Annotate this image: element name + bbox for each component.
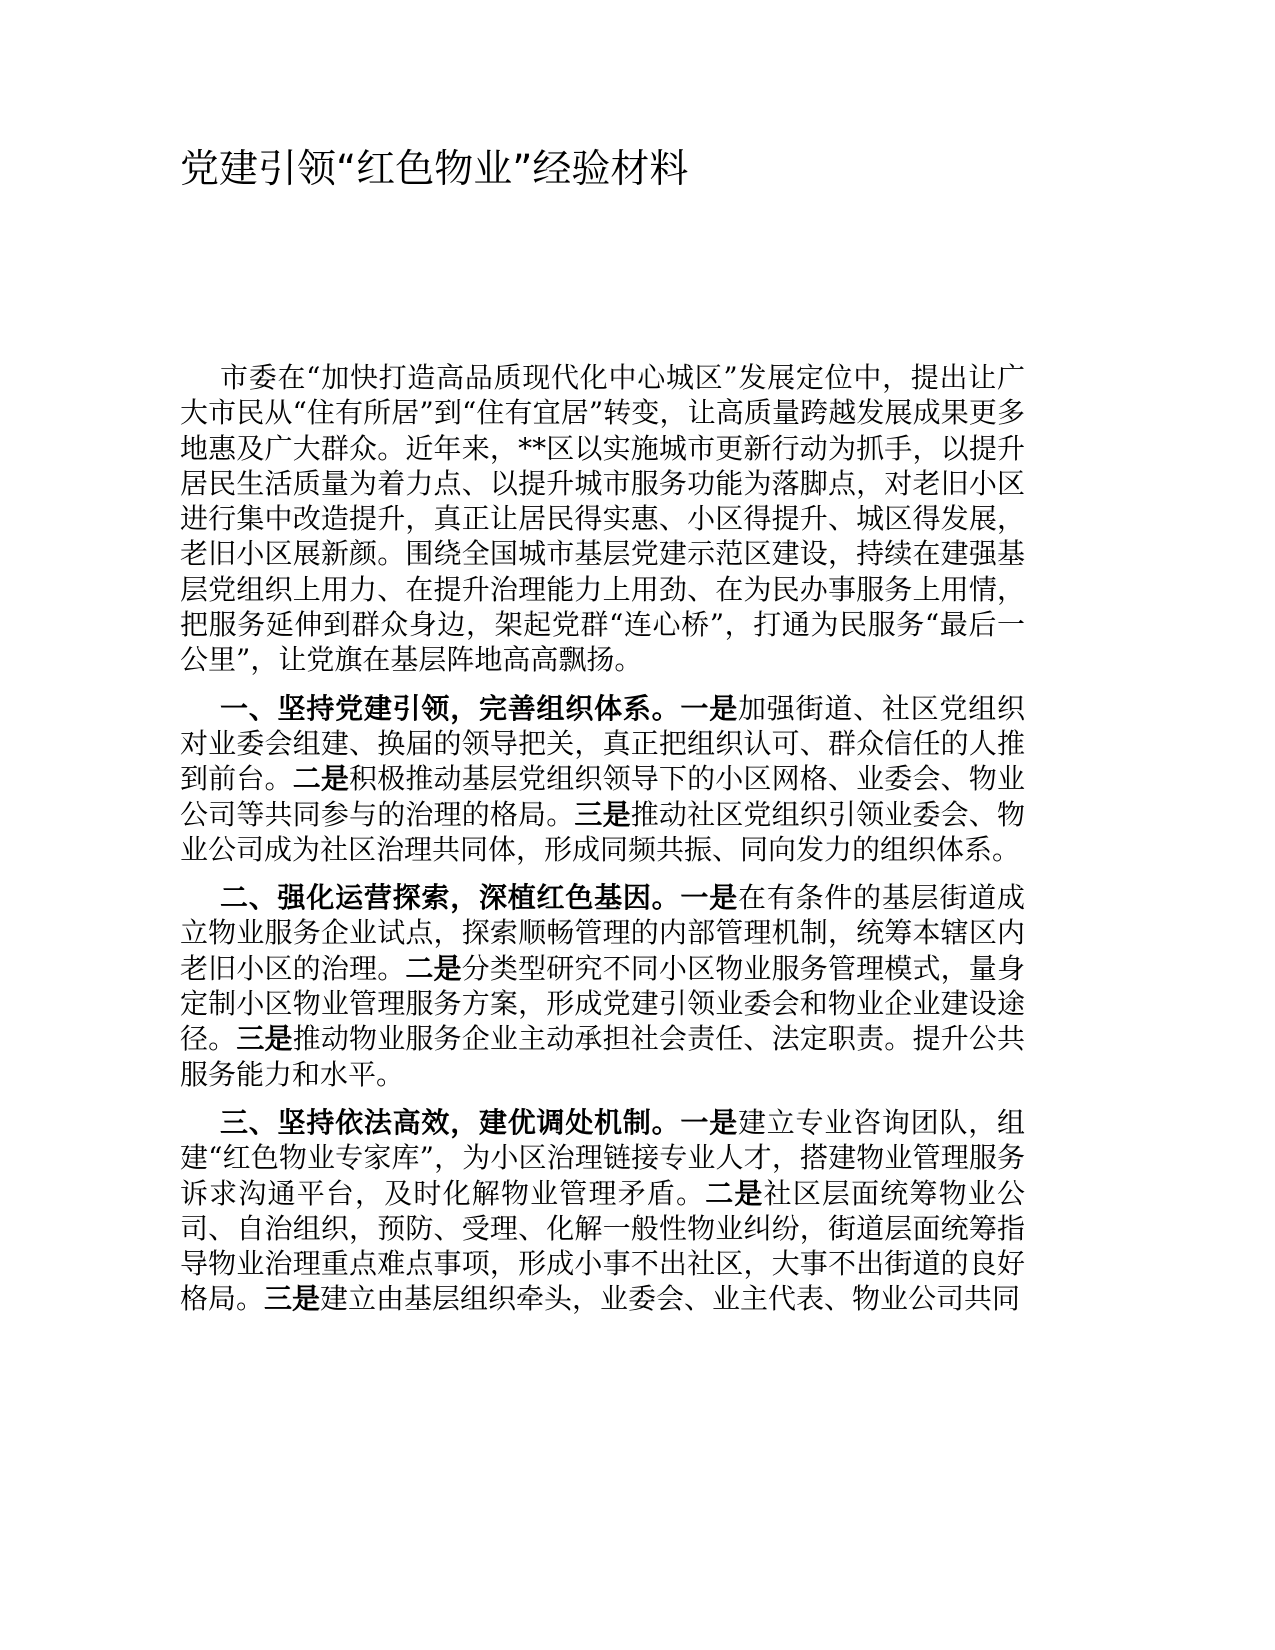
item-text: 推动物业服务企业主动承担社会责任、法定职责。提升公共服务能力和水平。 (180, 1022, 1025, 1091)
section-paragraph-3 (180, 1105, 1025, 1317)
item-label: 一是 (680, 691, 738, 725)
section-heading: 二、强化运营探索，深植红色基因。 (220, 881, 681, 915)
item-label: 三是 (264, 1282, 321, 1316)
item-text: 分类型研究不同小区物业服务管理模式，量身定制小区物业管理服务方案，形成党建引领业委会和物业企业建设途径。 (180, 951, 1025, 1056)
item-text: 建立由基层组织牵头，业委会、业主代表、物业公司共同 (320, 1282, 1021, 1316)
item-text: 加强街道、社区党组织对业委会组建、换届的领导把关，真正把组织认可、群众信任的人推到前台。 (180, 691, 1025, 796)
item-label: 一是 (680, 1105, 738, 1139)
section-heading: 一、坚持党建引领，完善组织体系。 (220, 691, 681, 725)
item-label: 三是 (574, 797, 631, 831)
section-paragraph-2 (180, 880, 1025, 1092)
section-paragraph-1 (180, 691, 1025, 867)
page-title: 党建引领“红色物业”经验材料 (180, 147, 689, 192)
intro-paragraph: 市委在“加快打造高品质现代化中心城区”发展定位中，提出让广大市民从“住有所居”到“住有宜居”转变，让高质量跨越发展成果更多地惠及广大群众。近年来，**区以实施城市更新行动为抓手，以提升居民生活质量为着力点、以提升城市服务功能为落脚点，对老旧小区进行集中改造提升，真正让居民得实惠、小区得提升、城区得发展，老旧小区展新颜。围绕全国城市基层党建示范区建设，持续在建强基层党组织上用力、在提升治理能力上用劲、在为民办事服务上用情，把服务延伸到群众身边，架起党群“连心桥”，打通为民服务“最后一公里”，让党旗在基层阵地高高飘扬。 (180, 361, 1025, 677)
document-body (180, 360, 1025, 1317)
item-text: 建立专业咨询团队，组建“红色物业专家库”，为小区治理链接专业人才，搭建物业管理服务诉求沟通平台，及时化解物业管理矛盾。 (180, 1105, 1025, 1210)
item-label: 三是 (236, 1022, 293, 1056)
item-label: 二是 (705, 1176, 764, 1210)
item-text: 社区层面统筹物业公司、自治组织，预防、受理、化解一般性物业纠纷，街道层面统筹指导物业治理重点难点事项，形成小事不出社区，大事不出街道的良好格局。 (180, 1176, 1025, 1316)
item-label: 二是 (292, 762, 350, 796)
item-text: 推动社区党组织引领业委会、物业公司成为社区治理共同体，形成同频共振、同向发力的组织体系。 (180, 797, 1025, 866)
section-heading: 三、坚持依法高效，建优调处机制。 (220, 1105, 681, 1139)
item-text: 在有条件的基层街道成立物业服务企业试点，探索顺畅管理的内部管理机制，统筹本辖区内老旧小区的治理。 (180, 881, 1025, 985)
item-label: 一是 (680, 881, 738, 915)
item-label: 二是 (405, 951, 462, 985)
item-text: 积极推动基层党组织领导下的小区网格、业委会、物业公司等共同参与的治理的格局。 (180, 762, 1025, 831)
